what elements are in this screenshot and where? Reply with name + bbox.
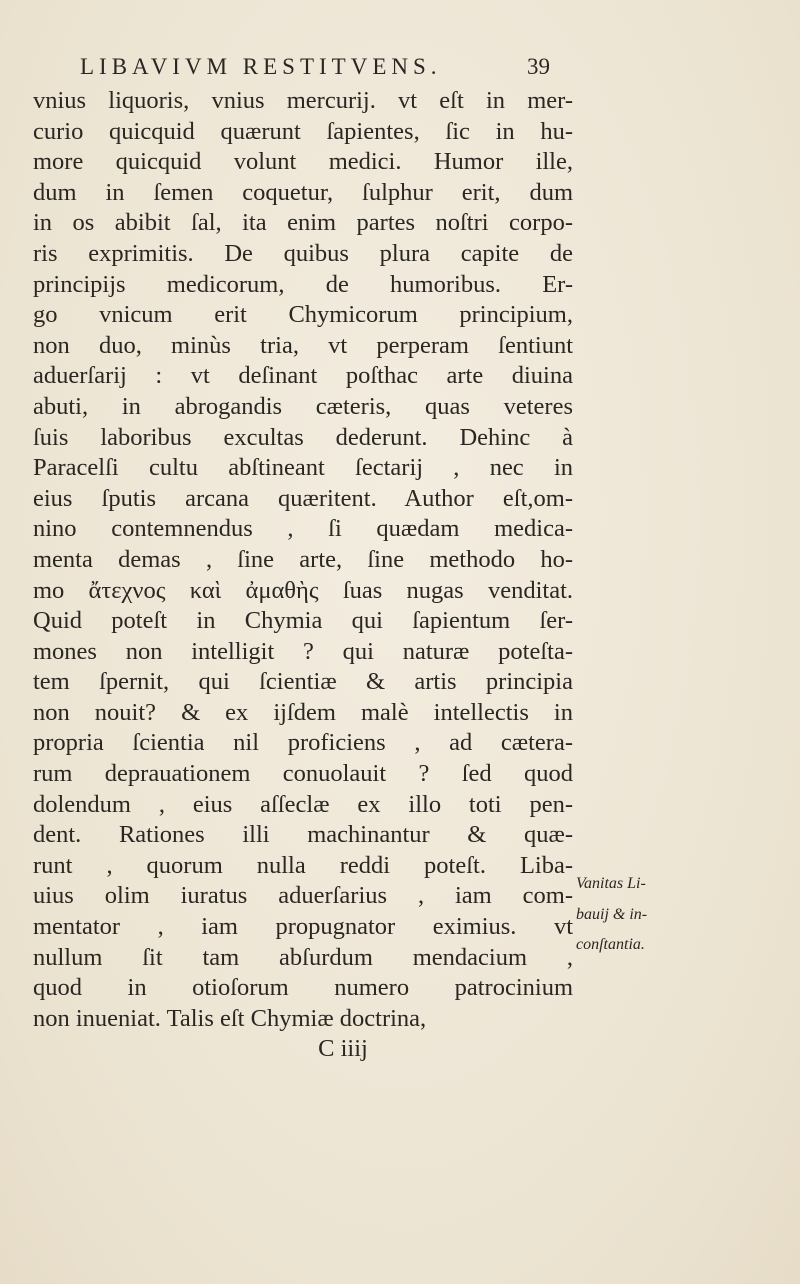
text-line: mentator , iam propugnator eximius. vt — [33, 913, 573, 941]
text-line: non nouit? & ex ijſdem malè intellectis in — [33, 698, 573, 726]
text-line: aduerſarij : vt deſinant poſthac arte diuina — [33, 362, 573, 390]
marginal-note-line: conſtantia. — [576, 936, 645, 954]
text-line: vnius liquoris, vnius mercurij. vt eſt in mer- — [33, 87, 573, 114]
text-line: dent. Rationes illi machinantur & quæ- — [33, 821, 573, 849]
text-line: tem ſpernit, qui ſcientiæ & artis principia — [33, 668, 573, 696]
page-header — [80, 54, 550, 86]
text-line: mones non intelligit ? qui naturæ poteſta- — [33, 637, 573, 665]
text-line: go vnicum erit Chymicorum principium, — [33, 301, 573, 329]
text-line: quod in otioſorum numero patrocinium — [33, 974, 573, 1002]
marginal-note-line: Vanitas Li- — [576, 875, 646, 892]
text-line: Quid poteſt in Chymia qui ſapientum ſer- — [33, 607, 573, 635]
marginal-note — [576, 869, 776, 961]
text-line: in os abibit ſal, ita enim partes noſtri corpo- — [33, 209, 573, 237]
text-line: principijs medicorum, de humoribus. Er- — [33, 270, 573, 298]
text-line: abuti, in abrogandis cæteris, quas veteres — [33, 392, 573, 420]
text-line: non duo, minùs tria, vt perperam ſentiunt — [33, 331, 573, 359]
text-line: rum deprauationem conuolauit ? ſed quod — [33, 760, 573, 788]
text-line: ſuis laboribus excultas dederunt. Dehinc à — [33, 423, 573, 451]
text-line: Paracelſi cultu abſtineant ſectarij , nec in — [33, 454, 573, 482]
text-line: more quicquid volunt medici. Humor ille, — [33, 148, 573, 176]
text-line: menta demas , ſine arte, ſine methodo ho- — [33, 545, 573, 573]
text-line: runt , quorum nulla reddi poteſt. Liba- — [33, 851, 573, 879]
text-line: ris exprimitis. De quibus plura capite de — [33, 239, 573, 267]
page-number: 39 — [527, 54, 550, 79]
text-line: curio quicquid quærunt ſapientes, ſic in hu- — [33, 117, 573, 145]
marginal-note-line: bauij & in- — [576, 905, 648, 923]
body-text — [33, 86, 573, 1065]
signature-mark: C iiij — [318, 1035, 368, 1063]
text-line: nullum ſit tam abſurdum mendacium , — [33, 943, 573, 971]
running-title: LIBAVIVM RESTITVENS. — [80, 54, 442, 79]
text-line: nino contemnendus , ſi quædam medica- — [33, 515, 573, 543]
text-line: dum in ſemen coquetur, ſulphur erit, dum — [33, 178, 573, 206]
text-line: propria ſcientia nil proficiens , ad cætera- — [33, 729, 573, 757]
text-line: non inueniat. Talis eſt Chymiæ doctrina, — [33, 1004, 427, 1032]
text-line: uius olim iuratus aduerſarius , iam com- — [33, 882, 573, 910]
text-line: dolendum , eius aſſeclæ ex illo toti pen- — [33, 790, 573, 818]
text-line: eius ſputis arcana quæritent. Author eſt,om- — [33, 484, 573, 512]
text-line: mo ἄτεχνος καὶ ἀμαθὴς ſuas nugas venditat. — [33, 576, 573, 604]
